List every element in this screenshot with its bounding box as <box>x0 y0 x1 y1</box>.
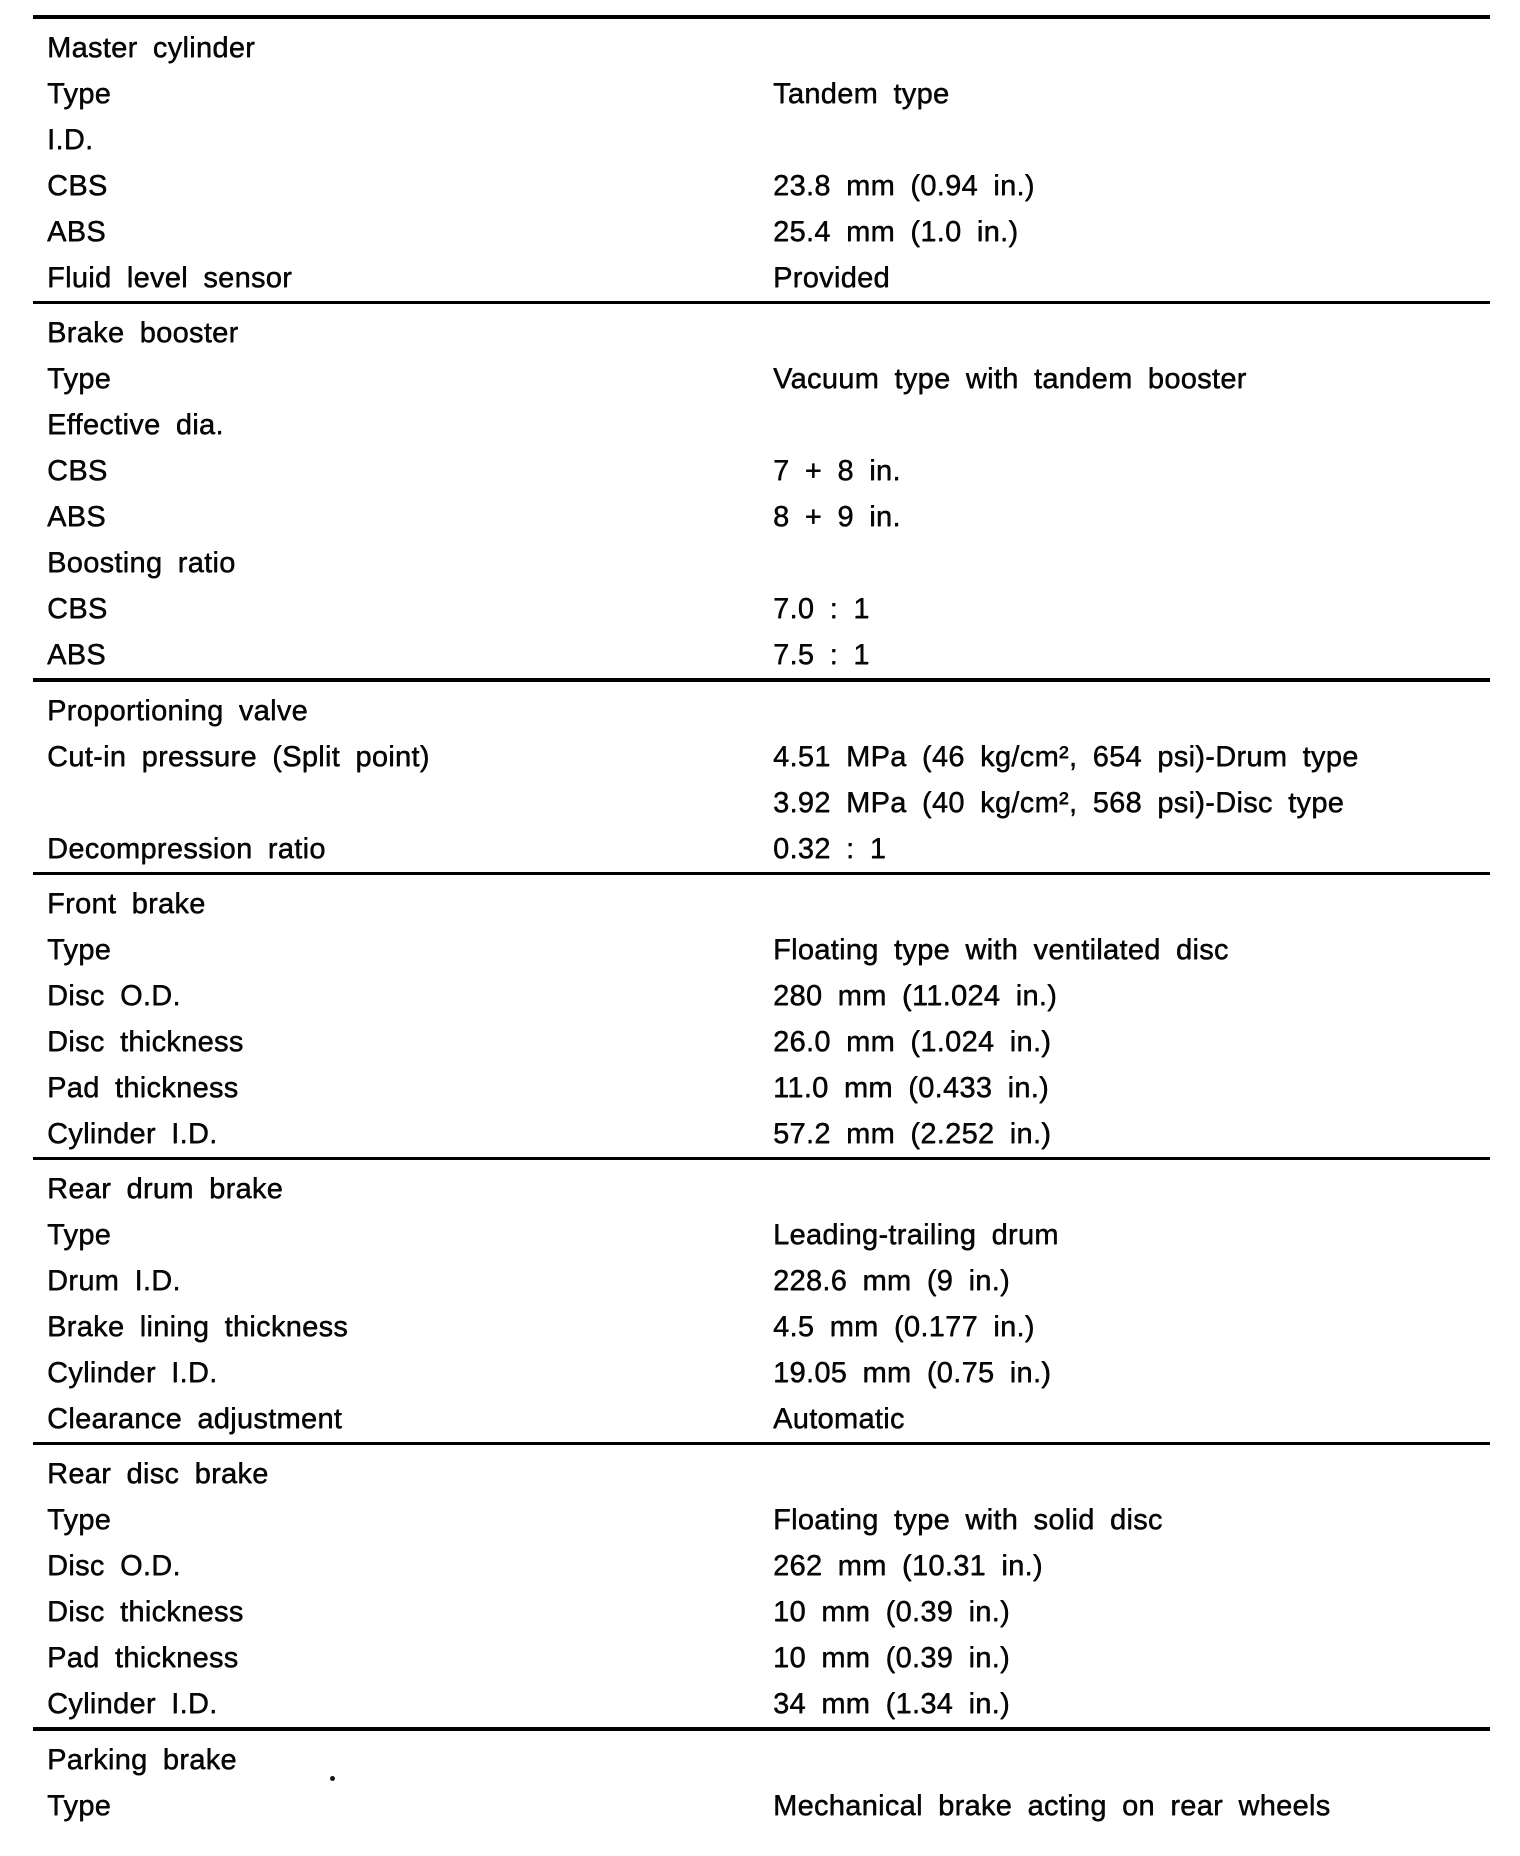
spec-label: Type <box>47 1504 112 1536</box>
spec-value <box>773 1212 1490 1258</box>
spec-value-line: Leading-trailing drum <box>773 1219 1059 1251</box>
section-rows <box>33 71 1490 301</box>
spec-label: Cylinder I.D. <box>47 1688 218 1720</box>
spec-value <box>773 209 1490 255</box>
spec-label: CBS <box>47 170 108 202</box>
spec-value-line: 3.92 MPa (40 kg/cm², 568 psi)-Disc type <box>773 787 1345 819</box>
spec-value-line: Tandem type <box>773 78 950 110</box>
spec-value-line: 0.32 : 1 <box>773 833 887 865</box>
spec-value <box>773 1019 1490 1065</box>
spec-value <box>773 1543 1490 1589</box>
spec-row <box>33 209 1490 255</box>
spec-value-line: 228.6 mm (9 in.) <box>773 1265 1010 1297</box>
spec-row <box>33 1681 1490 1727</box>
spec-value-line: 10 mm (0.39 in.) <box>773 1642 1010 1674</box>
spec-label: Cylinder I.D. <box>47 1118 218 1150</box>
section-title: Brake booster <box>47 317 239 349</box>
section-title: Front brake <box>47 888 206 920</box>
spec-section-rear-drum-brake <box>33 1157 1490 1442</box>
spec-value-line: 8 + 9 in. <box>773 501 901 533</box>
spec-label: Type <box>47 78 112 110</box>
spec-row <box>33 71 1490 117</box>
spec-value <box>773 586 1490 632</box>
spec-label: Fluid level sensor <box>47 262 293 294</box>
spec-label: Drum I.D. <box>47 1265 181 1297</box>
spec-value-line: 280 mm (11.024 in.) <box>773 980 1058 1012</box>
spec-label: Decompression ratio <box>47 833 326 865</box>
spec-value <box>773 632 1490 678</box>
spec-value <box>773 1350 1490 1396</box>
spec-value <box>773 117 1490 163</box>
spec-value-line: 19.05 mm (0.75 in.) <box>773 1357 1052 1389</box>
spec-row <box>33 586 1490 632</box>
spec-label: Brake lining thickness <box>47 1311 349 1343</box>
section-title: Parking brake <box>47 1744 237 1776</box>
spec-value-line: 4.51 MPa (46 kg/cm², 654 psi)-Drum type <box>773 741 1359 773</box>
spec-value <box>773 255 1490 301</box>
spec-section-parking-brake <box>33 1727 1490 1829</box>
spec-row <box>33 494 1490 540</box>
spec-value-line: 26.0 mm (1.024 in.) <box>773 1026 1052 1058</box>
spec-label: CBS <box>47 455 108 487</box>
spec-section-master-cylinder <box>33 15 1490 301</box>
spec-label: Disc thickness <box>47 1026 244 1058</box>
spec-row <box>33 117 1490 163</box>
section-rows <box>33 734 1490 872</box>
spec-value-line: 23.8 mm (0.94 in.) <box>773 170 1035 202</box>
spec-value-line: 7.0 : 1 <box>773 593 870 625</box>
spec-row <box>33 1212 1490 1258</box>
spec-row <box>33 448 1490 494</box>
spec-value-line: Vacuum type with tandem booster <box>773 363 1247 395</box>
spec-label: ABS <box>47 639 106 671</box>
section-rows <box>33 1783 1490 1829</box>
section-title: Rear disc brake <box>47 1458 269 1490</box>
spec-row <box>33 734 1490 826</box>
spec-value <box>773 1497 1490 1543</box>
spec-label: I.D. <box>47 124 94 156</box>
spec-label: Boosting ratio <box>47 547 236 579</box>
spec-value-line: 7 + 8 in. <box>773 455 901 487</box>
spec-value <box>773 1111 1490 1157</box>
spec-value <box>773 1783 1490 1829</box>
spec-label: Cut-in pressure (Split point) <box>47 741 430 773</box>
spec-label: ABS <box>47 216 106 248</box>
spec-value <box>773 1258 1490 1304</box>
spec-label: Cylinder I.D. <box>47 1357 218 1389</box>
spec-value-line: 11.0 mm (0.433 in.) <box>773 1072 1049 1104</box>
spec-value-line: 57.2 mm (2.252 in.) <box>773 1118 1052 1150</box>
section-title: Proportioning valve <box>47 695 308 727</box>
section-rows <box>33 1212 1490 1442</box>
spec-row <box>33 1304 1490 1350</box>
section-rows <box>33 927 1490 1157</box>
spec-value <box>773 494 1490 540</box>
spec-label: Type <box>47 363 112 395</box>
spec-value <box>773 402 1490 448</box>
spec-row <box>33 540 1490 586</box>
spec-row <box>33 927 1490 973</box>
spec-label: Disc O.D. <box>47 980 181 1012</box>
spec-label: Effective dia. <box>47 409 224 441</box>
spec-section-proportioning-valve <box>33 678 1490 872</box>
spec-value <box>773 1635 1490 1681</box>
spec-value <box>773 734 1490 826</box>
spec-row <box>33 356 1490 402</box>
spec-label: CBS <box>47 593 108 625</box>
spec-value-line: Automatic <box>773 1403 905 1435</box>
spec-row <box>33 163 1490 209</box>
spec-value <box>773 540 1490 586</box>
spec-row <box>33 1019 1490 1065</box>
spec-row <box>33 1497 1490 1543</box>
spec-value-line: Mechanical brake acting on rear wheels <box>773 1790 1331 1822</box>
spec-value <box>773 1304 1490 1350</box>
spec-value <box>773 356 1490 402</box>
spec-row <box>33 632 1490 678</box>
spec-row <box>33 826 1490 872</box>
spec-value-line: Floating type with solid disc <box>773 1504 1163 1536</box>
spec-row <box>33 1783 1490 1829</box>
spec-row <box>33 1350 1490 1396</box>
spec-value-line: 262 mm (10.31 in.) <box>773 1550 1043 1582</box>
spec-label: Type <box>47 1790 112 1822</box>
spec-row <box>33 1635 1490 1681</box>
spec-label: Type <box>47 1219 112 1251</box>
spec-label: Pad thickness <box>47 1642 239 1674</box>
brake-specifications-table <box>33 15 1490 1829</box>
spec-value-line: 34 mm (1.34 in.) <box>773 1688 1010 1720</box>
spec-label: Pad thickness <box>47 1072 239 1104</box>
spec-value <box>773 448 1490 494</box>
spec-row <box>33 402 1490 448</box>
spec-row <box>33 255 1490 301</box>
spec-value <box>773 71 1490 117</box>
spec-value <box>773 826 1490 872</box>
spec-section-rear-disc-brake <box>33 1442 1490 1727</box>
spec-value-line: 4.5 mm (0.177 in.) <box>773 1311 1035 1343</box>
scan-artifact-dot <box>330 1776 335 1781</box>
spec-value-line: Floating type with ventilated disc <box>773 934 1229 966</box>
spec-value <box>773 1396 1490 1442</box>
section-title: Rear drum brake <box>47 1173 284 1205</box>
spec-value-line: Provided <box>773 262 890 294</box>
spec-value <box>773 973 1490 1019</box>
section-title: Master cylinder <box>47 32 256 64</box>
spec-value <box>773 1681 1490 1727</box>
spec-row <box>33 1111 1490 1157</box>
spec-row <box>33 973 1490 1019</box>
spec-row <box>33 1065 1490 1111</box>
spec-value-line: 10 mm (0.39 in.) <box>773 1596 1010 1628</box>
spec-label: Type <box>47 934 112 966</box>
spec-row <box>33 1258 1490 1304</box>
spec-value <box>773 1065 1490 1111</box>
spec-label: Clearance adjustment <box>47 1403 343 1435</box>
spec-row <box>33 1589 1490 1635</box>
spec-label: Disc O.D. <box>47 1550 181 1582</box>
spec-row <box>33 1396 1490 1442</box>
spec-row <box>33 1543 1490 1589</box>
spec-label: ABS <box>47 501 106 533</box>
spec-value <box>773 163 1490 209</box>
section-rows <box>33 356 1490 678</box>
spec-value <box>773 1589 1490 1635</box>
spec-value-line: 7.5 : 1 <box>773 639 870 671</box>
spec-value <box>773 927 1490 973</box>
spec-section-front-brake <box>33 872 1490 1157</box>
section-rows <box>33 1497 1490 1727</box>
spec-section-brake-booster <box>33 301 1490 678</box>
spec-label: Disc thickness <box>47 1596 244 1628</box>
spec-value-line: 25.4 mm (1.0 in.) <box>773 216 1019 248</box>
